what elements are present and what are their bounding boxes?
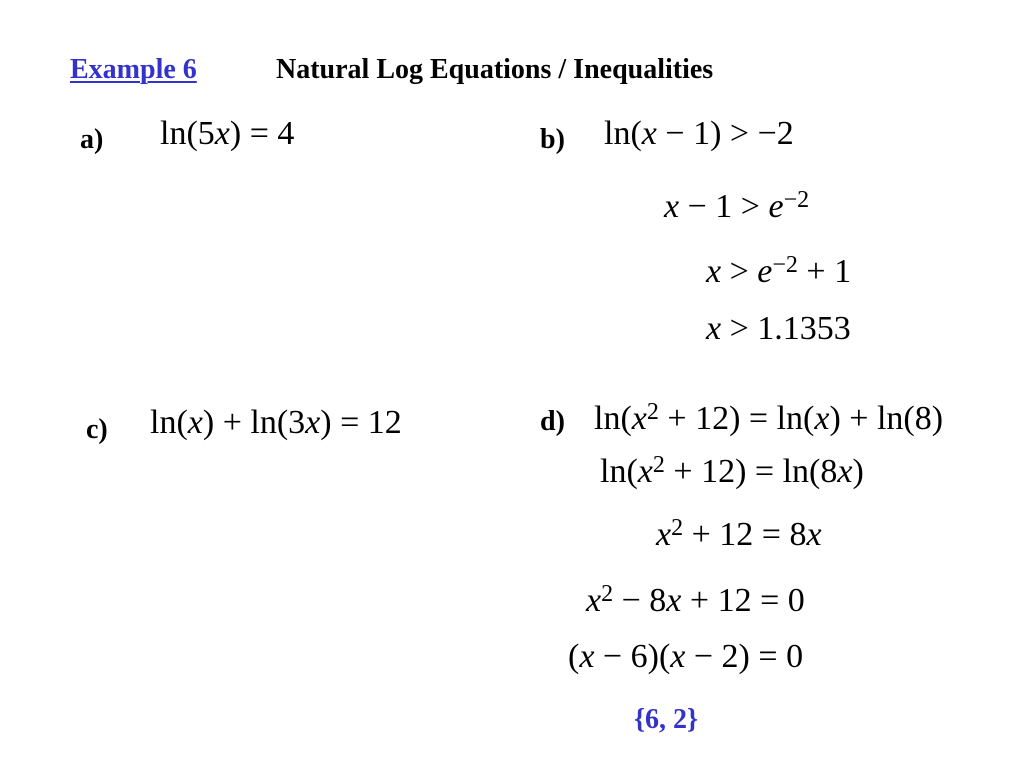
problem-b-step-3: $x > e^{-2} + 1$ <box>706 252 852 290</box>
problem-b-label: b) <box>540 124 565 155</box>
problem-c-equation: ln(x) + ln(3x) = 12 <box>150 404 402 441</box>
problem-c-label: c) <box>86 414 108 445</box>
problem-b-step-1: ln(x − 1) > −2 <box>604 115 794 152</box>
problem-d-step-5: (x − 6)(x − 2) = 0 <box>568 638 804 675</box>
problem-b-step-2: $x - 1 > e^{-2}$ <box>664 187 810 225</box>
problem-d-answer: {6, 2} <box>634 704 699 735</box>
problem-d-step-4: $x^2 - 8x + 12 = 0$ <box>586 581 805 619</box>
page-title: Natural Log Equations / Inequalities <box>276 54 714 85</box>
problem-a-equation: ln(5x) = 4 <box>160 115 295 152</box>
problem-a-label: a) <box>80 124 104 155</box>
problem-d-step-1: $\ln(x^2 + 12) = \ln(x) + \ln(8)$ <box>594 399 944 437</box>
example-6-link[interactable]: Example 6 <box>70 54 197 85</box>
problem-b-step-4: x > 1.1353 <box>706 310 851 347</box>
problem-d-label: d) <box>540 406 565 437</box>
problem-d-step-2: $\ln(x^2 + 12) = \ln(8x)$ <box>600 452 864 490</box>
problem-d-step-3: $x^2 + 12 = 8x$ <box>656 515 822 553</box>
